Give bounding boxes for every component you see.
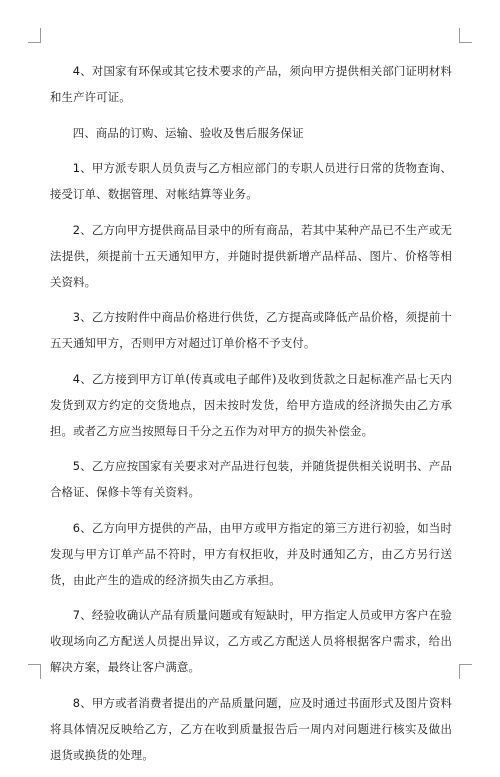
- crop-mark-top-left: [28, 28, 41, 43]
- crop-mark-bottom-left: [28, 664, 41, 679]
- intro-paragraph: 4、对国家有环保或其它技术要求的产品，须向甲方提供相关部门证明材料和生产许可证。: [50, 64, 452, 104]
- clause-4: 4、乙方接到甲方订单(传真或电子邮件)及收到货款之日起标准产品七天内发货到双方约定的交货地点，因未按时发货，给甲方造成的经济损失由乙方承担。或者乙方应当按照每日千分之五作为对甲方的损失补偿金。: [50, 371, 452, 438]
- clause-1: 1、甲方派专职人员负责与乙方相应部门的专职人员进行日常的货物查询、接受订单、数据管理、对帐结算等业务。: [50, 161, 452, 201]
- crop-mark-top-right: [459, 28, 472, 43]
- clause-8: 8、甲方或者消费者提出的产品质量问题，应及时通过书面形式及图片资料将具体情况反映给乙方，乙方在收到质量报告后一周内对问题进行核实及做出退货或换货的处理。: [50, 695, 452, 762]
- section-heading: 四、商品的订购、运输、验收及售后服务保证: [72, 125, 304, 140]
- clause-5: 5、乙方应按国家有关要求对产品进行包装，并随货提供相关说明书、产品合格证、保修卡等有关资料。: [50, 459, 452, 499]
- clause-6: 6、乙方向甲方提供的产品，由甲方或甲方指定的第三方进行初验，如当时发现与甲方订单产品不符时，甲方有权拒收，并及时通知乙方，由乙方另行送货，由此产生的造成的经济损失由乙方承担。: [50, 520, 452, 587]
- clause-2: 2、乙方向甲方提供商品目录中的所有商品，若其中某种产品已不生产或无法提供，须提前十五天通知甲方，并随时提供新增产品样品、图片、价格等相关资料。: [50, 222, 452, 289]
- clause-3: 3、乙方按附件中商品价格进行供货，乙方提高或降低产品价格，须提前十五天通知甲方，否则甲方对超过订单价格不予支付。: [50, 310, 452, 350]
- crop-mark-bottom-right: [459, 664, 472, 679]
- clause-7: 7、经验收确认产品有质量问题或有短缺时，甲方指定人员或甲方客户在验收现场向乙方配送人员提出异议，乙方或乙方配送人员将根据客户需求，给出解决方案，最终让客户满意。: [50, 608, 452, 674]
- document-body: [50, 58, 452, 777]
